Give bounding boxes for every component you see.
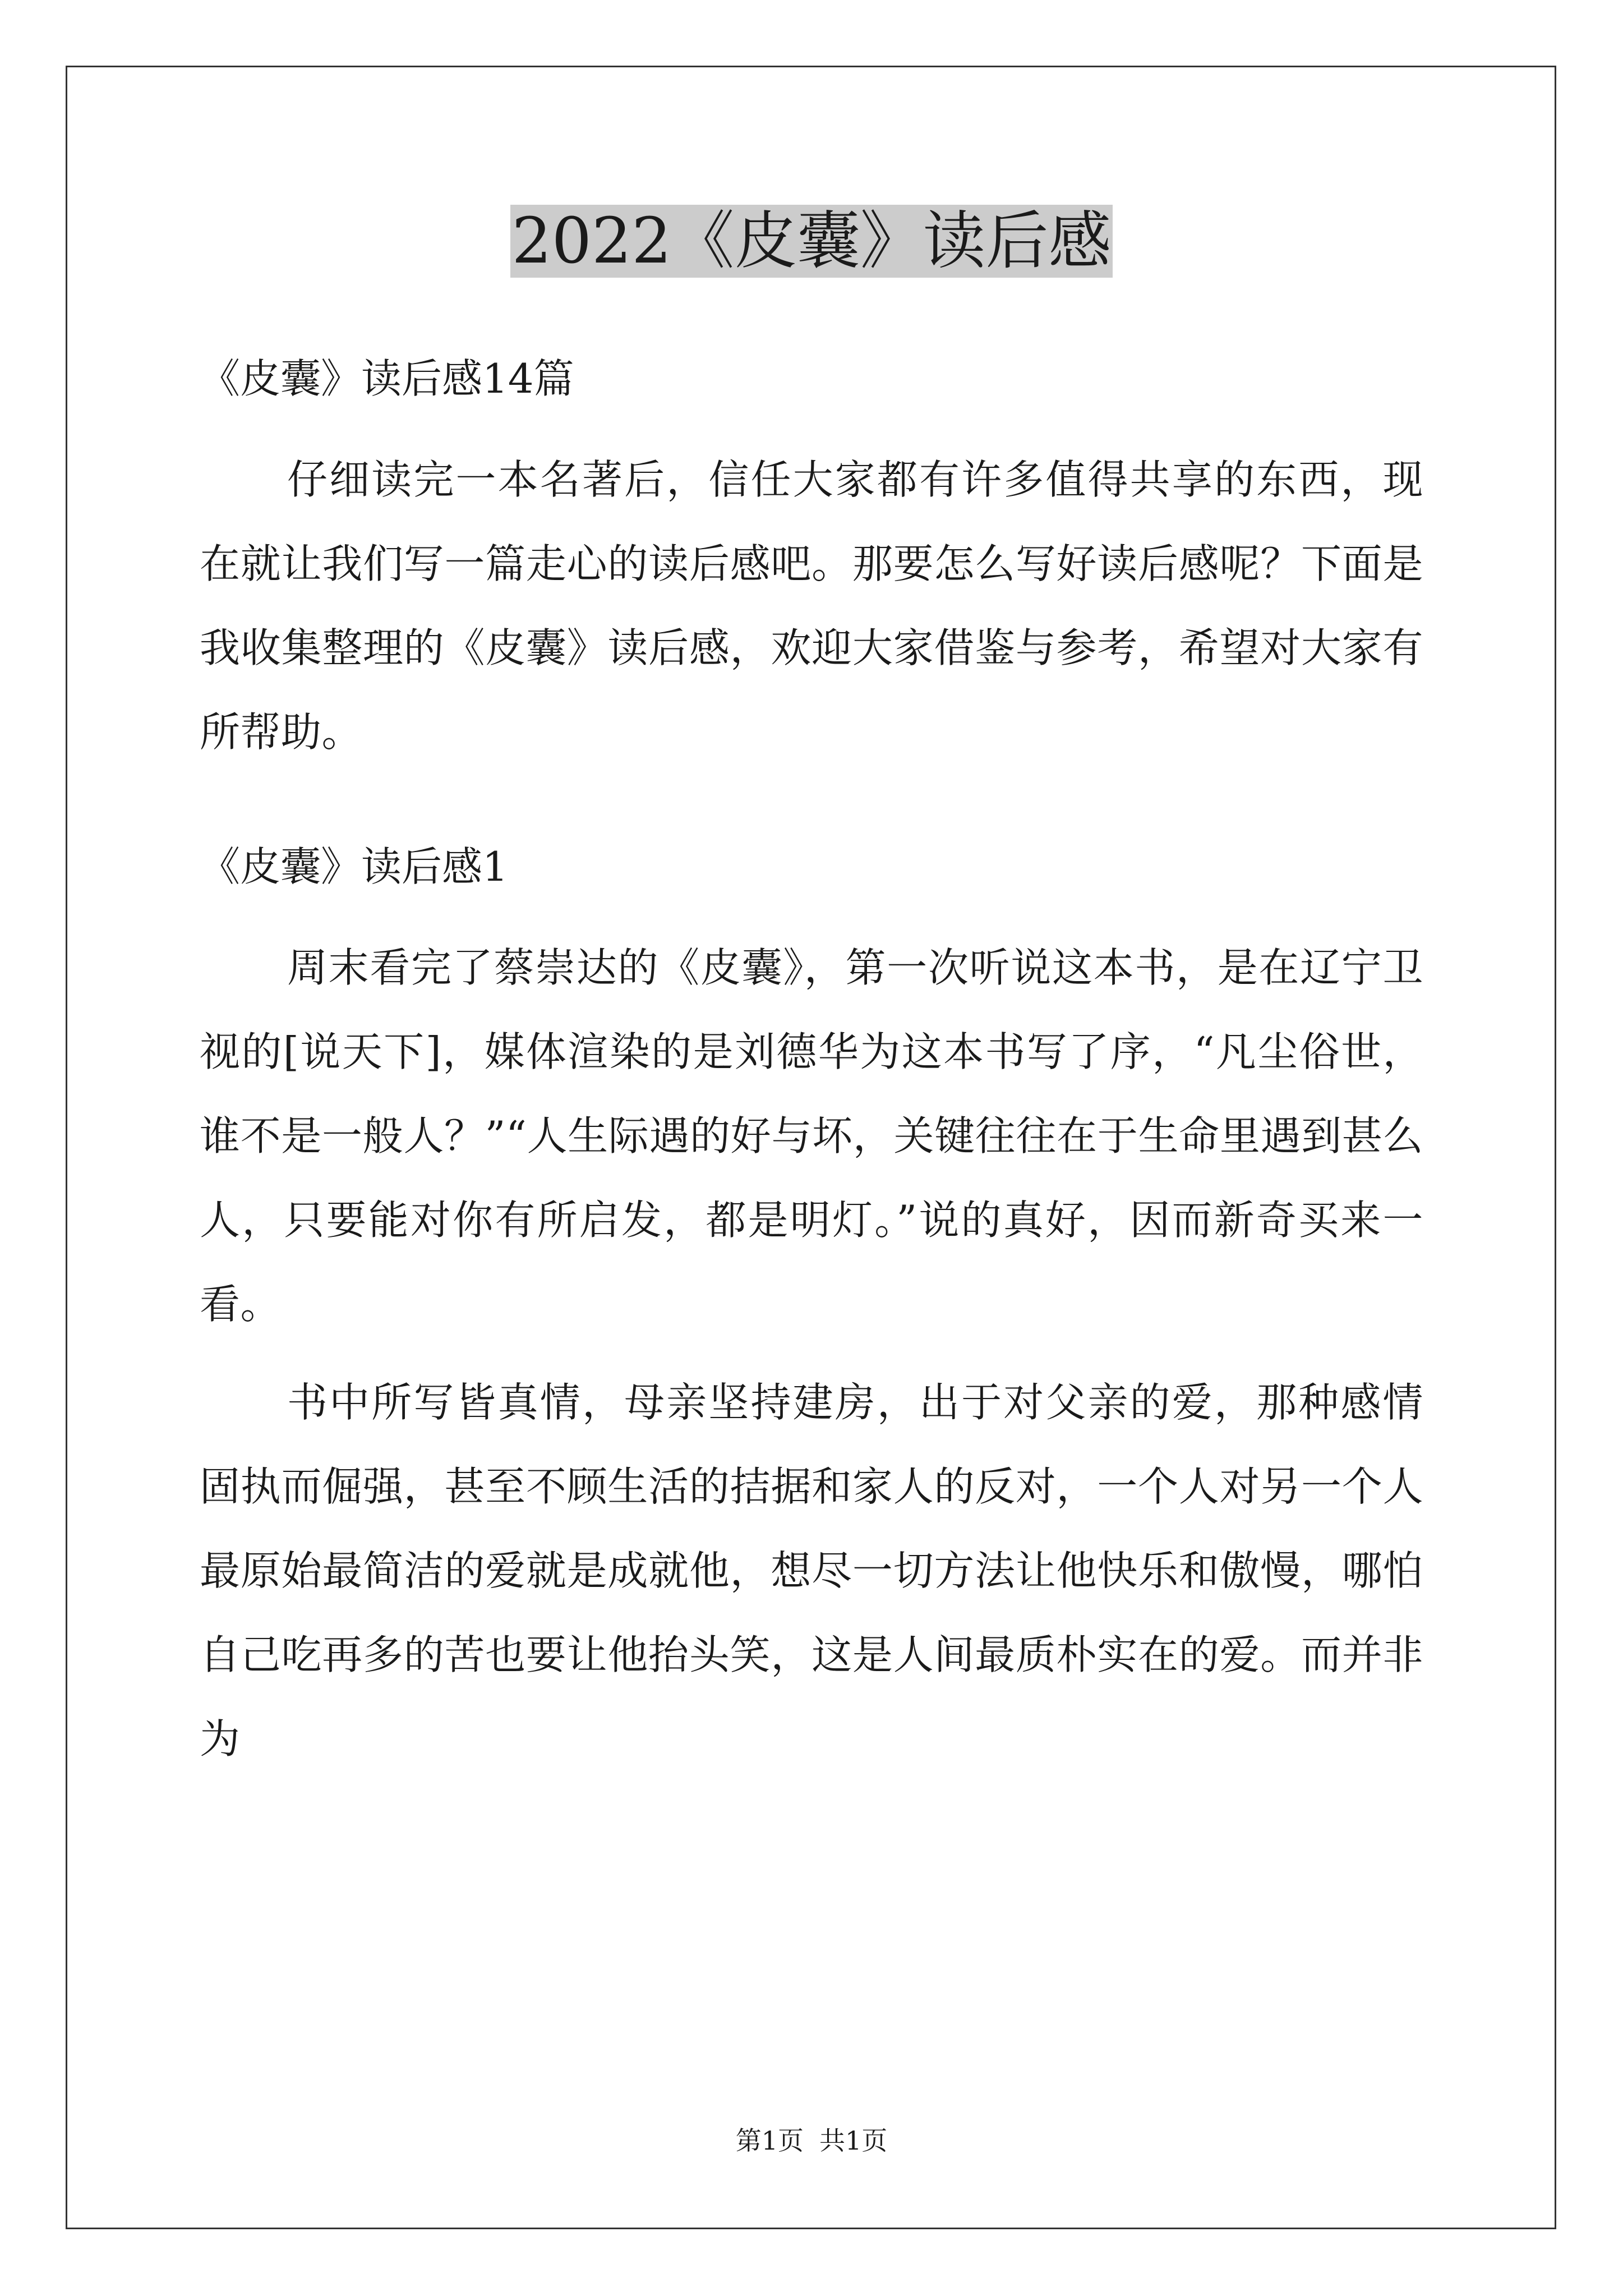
section-heading: 《皮囊》读后感1: [200, 843, 508, 890]
document-subtitle: 《皮囊》读后感14篇: [200, 355, 574, 402]
document-title: [0, 199, 1623, 283]
page-number: 第1页: [735, 2125, 804, 2156]
intro-paragraph: 仔细读完一本名著后，信任大家都有许多值得共享的东西，现在就让我们写一篇走心的读后感吧。那要怎么写好读后感呢？下面是我收集整理的《皮囊》读后感，欢迎大家借鉴与参考，希望对大家有所帮助。: [200, 456, 1423, 756]
document-title-text: 2022《皮囊》读后感: [511, 205, 1112, 278]
document-body: [200, 337, 1423, 1781]
page-footer: [0, 2124, 1623, 2157]
page-total: 共1页: [819, 2125, 888, 2156]
body-paragraph: 书中所写皆真情，母亲坚持建房，出于对父亲的爱，那种感情固执而倔强，甚至不顾生活的拮据和家人的反对，一个人对另一个人最原始最简洁的爱就是成就他，想尽一切方法让他快乐和傲慢，哪怕自己吃再多的苦也要让他抬头笑，这是人间最质朴实在的爱。而并非为: [200, 1379, 1423, 1763]
body-paragraph: 周末看完了蔡崇达的《皮囊》，第一次听说这本书，是在辽宁卫视的[说天下]，媒体渲染的是刘德华为这本书写了序，“凡尘俗世，谁不是一般人？”“人生际遇的好与坏，关键往往在于生命里遇到甚么人，只要能对你有所启发，都是明灯。”说的真好，因而新奇买来一看。: [200, 944, 1423, 1328]
